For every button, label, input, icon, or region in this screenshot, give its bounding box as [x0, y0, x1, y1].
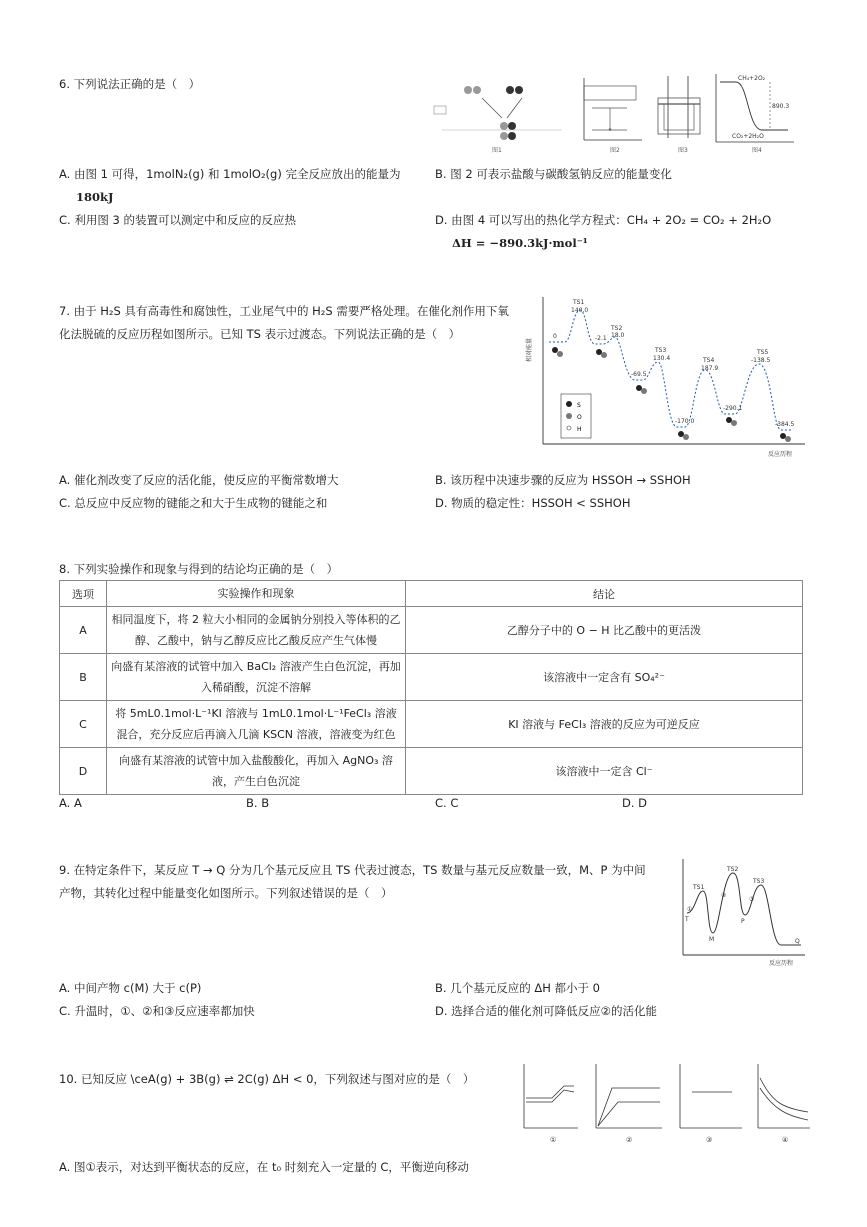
row-conclusion: KI 溶液与 FeCl₃ 溶液的反应为可逆反应 [406, 701, 803, 748]
q10-option-a[interactable]: A. 图①表示，对达到平衡状态的反应，在 t₀ 时刻充入一定量的 C，平衡逆向移动 [59, 1160, 469, 1174]
table-row [60, 701, 803, 748]
q7-stem-line2: 化法脱硫的反应历程如图所示。已知 TS 表示过渡态。下列说法正确的是（ ） [59, 327, 461, 341]
q6-option-b[interactable]: B. 图 2 可表示盐酸与碳酸氢钠反应的能量变化 [435, 167, 672, 181]
q9-ts2: TS2 [727, 866, 739, 873]
q9-t: T [685, 916, 689, 923]
q7-point-3: -170.0 [675, 418, 695, 425]
q7-legend-s: S [577, 402, 581, 409]
q7-ts5-val: -138.5 [751, 357, 771, 364]
q7-ts1-val: 140.0 [571, 307, 589, 314]
q9-ts3: TS3 [753, 878, 765, 885]
q7-option-d[interactable]: D. 物质的稳定性：HSSOH < SSHOH [435, 496, 631, 510]
q7-point-1: -2.1 [595, 335, 607, 342]
q6-option-a-line2: 180kJ [76, 190, 114, 204]
q8-option-a[interactable]: A. A [59, 796, 82, 810]
q9-energy-diagram [673, 855, 808, 970]
q7-point-2: -69.5 [631, 371, 647, 378]
q7-ts4-name: TS4 [703, 357, 715, 364]
q7-legend [561, 394, 591, 438]
q9-option-d[interactable]: D. 选择合适的催化剂可降低反应②的活化能 [435, 1004, 657, 1018]
table-row [60, 654, 803, 701]
q9-q: Q [795, 938, 800, 945]
q10-figure-3 [680, 1064, 742, 1144]
row-conclusion: 该溶液中一定含有 SO₄²⁻ [406, 654, 803, 701]
header-operation: 实验操作和现象 [107, 581, 406, 607]
q10-fig2-label: ② [626, 1136, 633, 1144]
q9-option-a[interactable]: A. 中间产物 c(M) 大于 c(P) [59, 981, 202, 995]
q6-option-c[interactable]: C. 利用图 3 的装置可以测定中和反应的反应热 [59, 213, 296, 227]
q7-ts3-val: 130.4 [653, 355, 671, 362]
q8-option-c[interactable]: C. C [435, 796, 459, 810]
q6-fig2-label: 图2 [610, 147, 620, 154]
q7-stem-line1: 7. 由于 H₂S 具有高毒性和腐蚀性，工业尾气中的 H₂S 需要严格处理。在催化剂作用下氧 [59, 304, 509, 318]
q8-stem: 8. 下列实验操作和现象与得到的结论均正确的是（ ） [59, 562, 339, 576]
q6-fig3-label: 图3 [678, 147, 688, 154]
q6-figure-1 [434, 86, 562, 154]
q7-point-4: -290.1 [723, 405, 743, 412]
q10-fig4-label: ④ [782, 1136, 789, 1144]
header-option: 选项 [60, 581, 107, 607]
row-operation: 将 5mL0.1mol·L⁻¹KI 溶液与 1mL0.1mol·L⁻¹FeCl₃ 溶液混合，充分反应后再滴入几滴 KSCN 溶液，溶液变为红色 [107, 701, 406, 748]
q8-table [59, 580, 803, 795]
q6-option-d-line2: ΔH = −890.3kJ·mol⁻¹ [452, 236, 588, 250]
q7-legend-o: O [577, 414, 582, 421]
q6-fig4-val: 890.3 [772, 103, 790, 110]
q9-stem-line1: 9. 在特定条件下，某反应 T → Q 分为几个基元反应且 TS 代表过渡态，TS 数量与基元反应数量一致，M、P 为中间 [59, 863, 646, 877]
q10-figure-2 [596, 1064, 662, 1144]
q9-ts1: TS1 [693, 884, 705, 891]
q7-xlabel: 反应历程 [768, 451, 793, 458]
row-conclusion: 乙醇分子中的 O − H 比乙酸中的更活泼 [406, 607, 803, 654]
header-conclusion: 结论 [406, 581, 803, 607]
q6-option-d-line1[interactable]: D. 由图 4 可以写出的热化学方程式：CH₄ + 2O₂ = CO₂ + 2H₂O [435, 213, 772, 227]
row-option: D [60, 748, 107, 795]
q7-ts1-name: TS1 [573, 299, 585, 306]
row-operation: 相同温度下，将 2 粒大小相同的金属钠分别投入等体积的乙醇、乙酸中，钠与乙醇反应比乙酸反应产生气体慢 [107, 607, 406, 654]
q7-ylabel: 相对能量 [526, 337, 533, 362]
q9-step1: ① [687, 906, 693, 913]
q6-fig4-label: 图4 [752, 147, 762, 154]
q10-stem: 10. 已知反应 \ceA(g) + 3B(g) ⇌ 2C(g) ΔH < 0，下列叙述与图对应的是（ ） [59, 1072, 475, 1086]
q6-figure-4 [716, 74, 794, 154]
q7-ts2-val: 18.0 [611, 332, 625, 339]
table-row [60, 607, 803, 654]
q9-p: P [741, 918, 745, 925]
row-conclusion: 该溶液中一定含 Cl⁻ [406, 748, 803, 795]
q6-figures [432, 68, 802, 158]
q7-ts5-name: TS5 [757, 349, 769, 356]
row-option: B [60, 654, 107, 701]
q7-ts3-name: TS3 [655, 347, 667, 354]
q7-ts2-name: TS2 [611, 325, 623, 332]
q9-xlabel: 反应历程 [769, 960, 794, 967]
q9-option-c[interactable]: C. 升温时，①、②和③反应速率都加快 [59, 1004, 255, 1018]
table-row [60, 748, 803, 795]
q6-option-a-line1[interactable]: A. 由图 1 可得，1molN₂(g) 和 1molO₂(g) 完全反应放出的能量为 [59, 167, 401, 181]
table-header-row [60, 581, 803, 607]
q6-stem: 6. 下列说法正确的是（ ） [59, 77, 201, 91]
q10-figures [512, 1058, 812, 1148]
q8-option-d[interactable]: D. D [622, 796, 648, 810]
q6-figure-3 [658, 76, 700, 154]
q7-point-0: 0 [553, 333, 557, 340]
q7-energy-diagram [525, 292, 810, 462]
row-option: A [60, 607, 107, 654]
q9-option-b[interactable]: B. 几个基元反应的 ΔH 都小于 0 [435, 981, 600, 995]
q9-step3: ③ [749, 896, 755, 903]
q7-ts4-val: 187.9 [701, 365, 719, 372]
q7-option-a[interactable]: A. 催化剂改变了反应的活化能，使反应的平衡常数增大 [59, 473, 339, 487]
q7-option-b[interactable]: B. 该历程中决速步骤的反应为 HSSOH → SSHOH [435, 473, 691, 487]
q6-fig4-top: CH₄+2O₂ [738, 75, 766, 82]
q9-m: M [709, 936, 715, 943]
row-operation: 向盛有某溶液的试管中加入盐酸酸化，再加入 AgNO₃ 溶液，产生白色沉淀 [107, 748, 406, 795]
q10-fig3-label: ③ [706, 1136, 713, 1144]
q10-fig1-label: ① [550, 1136, 557, 1144]
q7-legend-h: H [577, 426, 582, 433]
q6-fig1-label: 图1 [492, 147, 502, 154]
row-option: C [60, 701, 107, 748]
q7-point-5: -384.5 [775, 421, 795, 428]
q6-fig4-bottom: CO₂+2H₂O [732, 133, 764, 140]
q9-stem-line2: 产物，其转化过程中能量变化如图所示。下列叙述错误的是（ ） [59, 886, 393, 900]
row-operation: 向盛有某溶液的试管中加入 BaCl₂ 溶液产生白色沉淀，再加入稀硝酸，沉淀不溶解 [107, 654, 406, 701]
q7-option-c[interactable]: C. 总反应中反应物的键能之和大于生成物的键能之和 [59, 496, 328, 510]
q9-step2: ② [721, 892, 727, 899]
q6-figure-2 [584, 78, 642, 154]
q10-figure-1 [524, 1064, 578, 1144]
q8-option-b[interactable]: B. B [246, 796, 270, 810]
q10-figure-4 [758, 1064, 810, 1144]
